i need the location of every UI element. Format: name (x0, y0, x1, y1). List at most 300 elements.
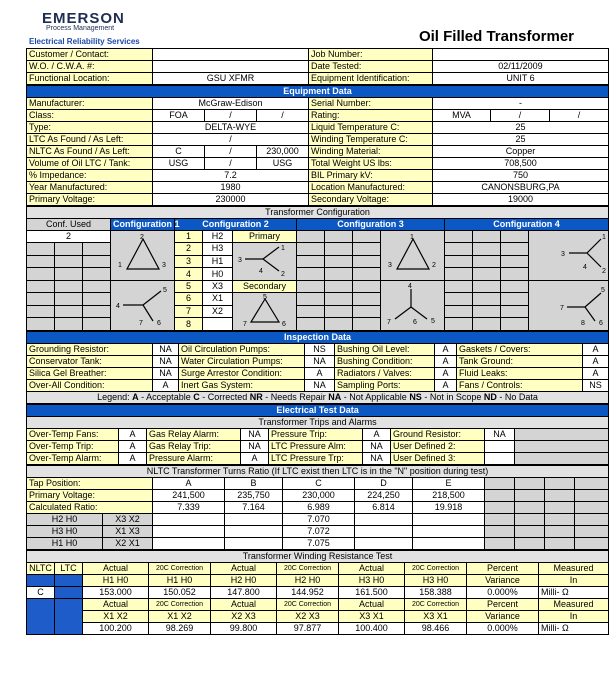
ttr-filler (575, 514, 609, 526)
inspection-label: Over-All Condition: (27, 380, 153, 392)
trip-value[interactable] (485, 453, 515, 465)
config-1-cell (55, 268, 83, 281)
legend-prefix: Legend: (97, 392, 133, 402)
trip-label: Gas Relay Alarm: (147, 429, 241, 441)
config-2-num-6: 6 (175, 293, 203, 306)
ohm-icon: Ω (562, 623, 569, 633)
x-terminal: X3 X1 (339, 611, 405, 623)
h-terminal: H2 H0 (211, 575, 277, 587)
x-terminal: X1 X2 (149, 611, 211, 623)
ttr-measured[interactable] (225, 538, 283, 550)
ttr-measured[interactable] (225, 526, 283, 538)
config-1-cell (83, 243, 111, 256)
x-terminal: X1 X2 (83, 611, 149, 623)
report-header (0, 0, 600, 48)
h-terminal: H3 H0 (405, 575, 467, 587)
config-4-cell (445, 293, 473, 306)
inspection-value[interactable]: A (153, 380, 179, 392)
correction-header: 20C Correction (149, 563, 211, 575)
year-value[interactable]: 1980 (153, 182, 309, 194)
ttr-h-terminals: H2 H0 (27, 514, 103, 526)
trip-label: Over-Temp Fans: (27, 429, 119, 441)
config-3-header: Configuration 3 (297, 219, 445, 231)
config-1-cell (83, 281, 111, 293)
h-terminal: H2 H0 (277, 575, 339, 587)
config-3-cell (353, 243, 381, 256)
wo-label: W.O. / C.W.A. #: (27, 61, 153, 73)
tap-primary-voltage[interactable]: 218,500 (413, 490, 485, 502)
inspection-label: Tank Ground: (457, 356, 583, 368)
ttr-filler (515, 538, 545, 550)
ttr-measured[interactable] (153, 526, 225, 538)
x-resistance[interactable]: 99.800 (211, 623, 277, 635)
division-name: Electrical Reliability Services (29, 37, 140, 46)
functional-location-label: Functional Location: (27, 73, 153, 85)
h-terminal: H1 H0 (149, 575, 211, 587)
bil-value[interactable]: 750 (433, 170, 609, 182)
inspection-label: Bushing Oil Level: (335, 344, 435, 356)
svg-text:2: 2 (140, 234, 144, 241)
svg-text:5: 5 (431, 318, 435, 325)
config-1-cell (27, 255, 55, 268)
svg-text:7: 7 (243, 321, 247, 328)
serial-value[interactable]: - (433, 98, 609, 110)
config-3-cell (325, 318, 353, 331)
config-1-cell (83, 255, 111, 268)
ltc-position (55, 587, 83, 599)
legend-text: - Not in Scope (421, 392, 484, 402)
h-unit[interactable] (539, 587, 609, 599)
winding-resistance-table (26, 550, 609, 635)
config-2-num-8: 8 (175, 318, 203, 331)
unit-text: Milli- (541, 587, 560, 597)
ttr-measured[interactable] (153, 538, 225, 550)
config-3-cell (353, 305, 381, 318)
tap-position[interactable]: E (413, 478, 485, 490)
inspection-value[interactable]: NS (583, 380, 609, 392)
config-3-cell (325, 305, 353, 318)
svg-text:7: 7 (139, 320, 143, 327)
svg-text:4: 4 (408, 283, 412, 290)
job-number-label: Job Number: (309, 49, 433, 61)
primary-voltage-label: Primary Voltage: (27, 194, 153, 206)
rating-value-2[interactable]: / (491, 110, 550, 122)
svg-text:2: 2 (281, 271, 285, 278)
configuration-table (26, 206, 609, 331)
svg-text:6: 6 (413, 319, 417, 326)
inspection-value[interactable]: NS (305, 344, 335, 356)
svg-text:2: 2 (432, 262, 436, 269)
manufacturer-value[interactable]: McGraw-Edison (153, 98, 309, 110)
trips-alarms-table (26, 404, 609, 465)
config-4-cell (501, 318, 529, 331)
secondary-voltage-value[interactable]: 19000 (433, 194, 609, 206)
inspection-value[interactable]: NA (153, 356, 179, 368)
config-1-cell (55, 305, 83, 318)
config-2-term-5[interactable]: X3 (203, 281, 233, 293)
correction-header: 20C Correction (405, 563, 467, 575)
config-1-cell (55, 318, 83, 331)
svg-text:7: 7 (560, 305, 564, 312)
svg-text:1: 1 (118, 262, 122, 269)
config-3-cell (297, 231, 325, 243)
ttr-measured[interactable]: 7.070 (283, 514, 355, 526)
inspection-value[interactable]: NA (153, 344, 179, 356)
config-3-cell (353, 293, 381, 306)
config-4-cell (473, 255, 501, 268)
config-3-wye (381, 281, 445, 331)
tap-position[interactable]: B (225, 478, 283, 490)
ttr-filler (575, 538, 609, 550)
date-tested-value[interactable]: 02/11/2009 (433, 61, 609, 73)
trip-value[interactable]: A (119, 441, 147, 453)
ttr-filler (545, 514, 575, 526)
equipment-band: Equipment Data (27, 86, 609, 98)
tap-position[interactable]: A (153, 478, 225, 490)
variance-header: Variance (467, 611, 539, 623)
inspection-label: Conservator Tank: (27, 356, 153, 368)
inspection-label: Fluid Leaks: (457, 368, 583, 380)
location-label: Location Manufactured: (309, 182, 433, 194)
inspection-value[interactable]: A (305, 368, 335, 380)
document-title: Oil Filled Transformer (418, 28, 574, 45)
ttr-filler (545, 526, 575, 538)
tap-position[interactable]: D (355, 478, 413, 490)
config-title: Transformer Configuration (27, 207, 609, 219)
winding-temp-label: Winding Temperature C: (309, 134, 433, 146)
svg-text:1: 1 (281, 245, 285, 252)
tap-position[interactable]: C (283, 478, 355, 490)
unit-text: Milli- (541, 623, 560, 633)
inspection-value[interactable]: NA (305, 356, 335, 368)
config-1-cell (27, 318, 55, 331)
trip-value[interactable]: NA (241, 441, 269, 453)
inspection-value[interactable]: A (435, 344, 457, 356)
turns-ratio-table (26, 465, 609, 550)
config-4-cell (473, 231, 501, 243)
ttr-filler (485, 526, 515, 538)
config-4-cell (473, 305, 501, 318)
nltc-left-value[interactable]: 230,000 (257, 146, 309, 158)
x-percent-variance: 0.000% (467, 623, 539, 635)
svg-text:3: 3 (388, 262, 392, 269)
x-resistance: 98.269 (149, 623, 211, 635)
ltc-found-label: LTC As Found / As Left: (27, 134, 153, 146)
config-2-term-1[interactable]: H2 (203, 231, 233, 243)
config-2-num-7: 7 (175, 305, 203, 318)
config-1-cell (27, 305, 55, 318)
config-2-term-6[interactable]: X1 (203, 293, 233, 306)
x-unit[interactable] (539, 623, 609, 635)
config-2-secondary-delta-diagram (235, 293, 295, 327)
secondary-voltage-label: Secondary Voltage: (309, 194, 433, 206)
calculated-ratio: 19.918 (413, 502, 485, 514)
x-terminal: X3 X1 (405, 611, 467, 623)
ltc-found-value[interactable]: / (153, 134, 309, 146)
svg-text:5: 5 (163, 287, 167, 294)
ttr-measured[interactable]: 7.075 (283, 538, 355, 550)
ttr-measured[interactable] (225, 514, 283, 526)
class-value-1[interactable]: FOA (153, 110, 205, 122)
trip-label: User Defined 2: (391, 441, 485, 453)
config-1-cell (55, 243, 83, 256)
ttr-filler (545, 490, 575, 502)
inspection-label: Bushing Condition: (335, 356, 435, 368)
in-header: In (539, 611, 609, 623)
x-resistance: 97.877 (277, 623, 339, 635)
config-2-term-8[interactable] (203, 318, 233, 331)
ttr-measured[interactable] (355, 514, 413, 526)
config-4-cell (445, 281, 473, 293)
h-terminal: H1 H0 (83, 575, 149, 587)
config-3-cell (297, 243, 325, 256)
config-3-cell (353, 318, 381, 331)
type-value[interactable]: DELTA-WYE (153, 122, 309, 134)
config-2-primary-wye-diagram (235, 243, 295, 277)
config-2-num-2: 2 (175, 243, 203, 256)
config-3-cell (297, 305, 325, 318)
legend-text: - Not Applicable (341, 392, 410, 402)
legend-text: - No Data (496, 392, 538, 402)
trip-label: Over-Temp Trip: (27, 441, 119, 453)
config-4-cell (445, 305, 473, 318)
trip-label: User Defined 3: (391, 453, 485, 465)
h-resistance[interactable]: 161.500 (339, 587, 405, 599)
nltc-found-label: NLTC As Found / As Left: (27, 146, 153, 158)
trip-value[interactable]: NA (363, 453, 391, 465)
rating-unit[interactable]: MVA (433, 110, 491, 122)
trip-value[interactable]: A (119, 429, 147, 441)
weight-value[interactable]: 708,500 (433, 158, 609, 170)
ttr-filler (515, 490, 545, 502)
config-4-wye (529, 231, 609, 281)
type-label: Type: (27, 122, 153, 134)
actual-header: Actual (339, 599, 405, 611)
config-3-cell (325, 293, 353, 306)
svg-text:4: 4 (259, 268, 263, 275)
ttr-measured[interactable] (413, 526, 485, 538)
ttr-filler (575, 526, 609, 538)
winding-material-value[interactable]: Copper (433, 146, 609, 158)
tap-primary-voltage[interactable]: 224,250 (355, 490, 413, 502)
svg-text:6: 6 (599, 320, 603, 327)
config-4-cell (501, 231, 529, 243)
h-resistance[interactable]: 153.000 (83, 587, 149, 599)
ttr-filler (545, 538, 575, 550)
functional-location-value[interactable]: GSU XFMR (153, 73, 309, 85)
trip-value[interactable]: NA (241, 429, 269, 441)
measured-header: Measured (539, 563, 609, 575)
customer-label: Customer / Contact: (27, 49, 153, 61)
inspection-label: Inert Gas System: (179, 380, 305, 392)
nltc-blank (27, 599, 55, 635)
config-2-term-7[interactable]: X2 (203, 305, 233, 318)
location-value[interactable]: CANONSBURG,PA (433, 182, 609, 194)
class-value-2[interactable]: / (205, 110, 257, 122)
nltc-found-value[interactable]: C (153, 146, 205, 158)
config-3-cell (353, 231, 381, 243)
config-4-cell (501, 243, 529, 256)
config-4-cell (501, 305, 529, 318)
config-4-cell (473, 268, 501, 281)
correction-header: 20C Correction (405, 599, 467, 611)
primary-voltage-value[interactable]: 230000 (153, 194, 309, 206)
svg-text:3: 3 (238, 257, 242, 264)
config-4-cell (501, 281, 529, 293)
inspection-value[interactable]: A (435, 380, 457, 392)
volume-ltc-unit[interactable]: USG (153, 158, 205, 170)
config-4-lower-wye-diagram (531, 281, 607, 327)
ttr-filler (485, 538, 515, 550)
conf-used-value[interactable]: 2 (27, 231, 111, 243)
correction-header: 20C Correction (277, 563, 339, 575)
ltc-blank (55, 599, 83, 635)
config-4-cell (445, 318, 473, 331)
trip-filler (515, 441, 609, 453)
trip-value[interactable]: A (241, 453, 269, 465)
ttr-h-terminals: H3 H0 (27, 526, 103, 538)
tap-primary-voltage[interactable]: 241,500 (153, 490, 225, 502)
config-3-cell (297, 255, 325, 268)
inspection-label: Sampling Ports: (335, 380, 435, 392)
trip-value[interactable]: NA (485, 429, 515, 441)
svg-text:6: 6 (157, 320, 161, 327)
secondary-label: Secondary (233, 281, 297, 293)
ttr-measured[interactable] (355, 538, 413, 550)
class-value-3[interactable]: / (257, 110, 309, 122)
ohm-icon: Ω (562, 587, 569, 597)
config-3-cell (297, 318, 325, 331)
inspection-value[interactable]: A (435, 356, 457, 368)
ttr-x-terminals: X2 X1 (103, 538, 153, 550)
trip-value[interactable] (485, 441, 515, 453)
winding-temp-value[interactable]: 25 (433, 134, 609, 146)
ttr-measured[interactable] (413, 538, 485, 550)
config-4-cell (473, 318, 501, 331)
h-resistance: 158.388 (405, 587, 467, 599)
correction-header: 20C Correction (149, 599, 211, 611)
config-4-cell (501, 255, 529, 268)
ttr-filler (575, 490, 609, 502)
config-4-cell (473, 293, 501, 306)
inspection-table (26, 331, 609, 404)
tap-primary-voltage[interactable]: 230,000 (283, 490, 355, 502)
inspection-value[interactable]: A (583, 356, 609, 368)
serial-label: Serial Number: (309, 98, 433, 110)
trip-value[interactable]: A (119, 453, 147, 465)
inspection-value[interactable]: A (583, 344, 609, 356)
calculated-ratio: 6.989 (283, 502, 355, 514)
winding-material-label: Winding Material: (309, 146, 433, 158)
config-2-num-1: 1 (175, 231, 203, 243)
config-4-wye-diagram (531, 231, 607, 277)
inspection-value[interactable]: A (435, 368, 457, 380)
h-resistance[interactable]: 147.800 (211, 587, 277, 599)
class-label: Class: (27, 110, 153, 122)
nltc-separator: / (205, 146, 257, 158)
ttr-filler (515, 526, 545, 538)
volume-tank-unit[interactable]: USG (257, 158, 309, 170)
legend-key: NA (328, 392, 342, 402)
ttr-measured[interactable] (153, 514, 225, 526)
wo-value[interactable] (153, 61, 309, 73)
inspection-label: Silica Gel Breather: (27, 368, 153, 380)
impedance-value[interactable]: 7.2 (153, 170, 309, 182)
x-terminal: X2 X3 (211, 611, 277, 623)
trip-value[interactable]: A (363, 429, 391, 441)
inspection-label: Surge Arrestor Condition: (179, 368, 305, 380)
ttr-h-terminals: H1 H0 (27, 538, 103, 550)
calculated-ratio: 7.164 (225, 502, 283, 514)
config-3-cell (325, 243, 353, 256)
tap-primary-voltage[interactable]: 235,750 (225, 490, 283, 502)
job-info-table (26, 48, 609, 85)
volume-separator: / (205, 158, 257, 170)
config-3-delta-diagram (383, 231, 443, 277)
h-percent-variance: 0.000% (467, 587, 539, 599)
svg-text:1: 1 (410, 234, 414, 241)
trip-value[interactable]: NA (363, 441, 391, 453)
config-1-cell (83, 268, 111, 281)
ttr-measured[interactable] (355, 526, 413, 538)
liquid-temp-value[interactable]: 25 (433, 122, 609, 134)
job-number-value[interactable] (433, 49, 609, 61)
inspection-value[interactable]: NA (305, 380, 335, 392)
config-2-primary-wye (233, 243, 297, 281)
measured-header: Measured (539, 599, 609, 611)
config-2-term-2[interactable]: H3 (203, 243, 233, 256)
conf-used-label: Conf. Used (27, 219, 111, 231)
legend (27, 392, 609, 404)
actual-header: Actual (211, 599, 277, 611)
config-1-cell (27, 268, 55, 281)
config-3-cell (297, 268, 325, 281)
customer-value[interactable] (153, 49, 309, 61)
config-2-term-4[interactable]: H0 (203, 268, 233, 281)
ttr-filler (575, 478, 609, 490)
equipment-id-label: Equipment Identification: (309, 73, 433, 85)
config-1-delta (111, 231, 175, 281)
legend-text: - Needs Repair (262, 392, 329, 402)
inspection-label: Grounding Resistor: (27, 344, 153, 356)
config-2-term-3[interactable]: H1 (203, 255, 233, 268)
liquid-temp-label: Liquid Temperature C: (309, 122, 433, 134)
correction-header: 20C Correction (277, 599, 339, 611)
ttr-measured[interactable] (413, 514, 485, 526)
inspection-value[interactable]: A (583, 368, 609, 380)
legend-text: - Acceptable (138, 392, 194, 402)
equipment-id-value[interactable]: UNIT 6 (433, 73, 609, 85)
inspection-band: Inspection Data (27, 332, 609, 344)
h-resistance: 144.952 (277, 587, 339, 599)
svg-text:5: 5 (601, 287, 605, 294)
rating-value-3[interactable]: / (550, 110, 609, 122)
ttr-filler (485, 478, 515, 490)
ltc-col-label: LTC (55, 563, 83, 575)
nltc-position[interactable]: C (27, 587, 55, 599)
rating-label: Rating: (309, 110, 433, 122)
ttr-measured[interactable]: 7.072 (283, 526, 355, 538)
trips-title: Transformer Trips and Alarms (27, 417, 609, 429)
x-resistance[interactable]: 100.200 (83, 623, 149, 635)
x-resistance[interactable]: 100.400 (339, 623, 405, 635)
ttr-filler (575, 502, 609, 514)
config-3-cell (325, 255, 353, 268)
x-resistance: 98.466 (405, 623, 467, 635)
ltc-blank (55, 575, 83, 587)
inspection-value[interactable]: NA (153, 368, 179, 380)
config-4-cell (473, 243, 501, 256)
